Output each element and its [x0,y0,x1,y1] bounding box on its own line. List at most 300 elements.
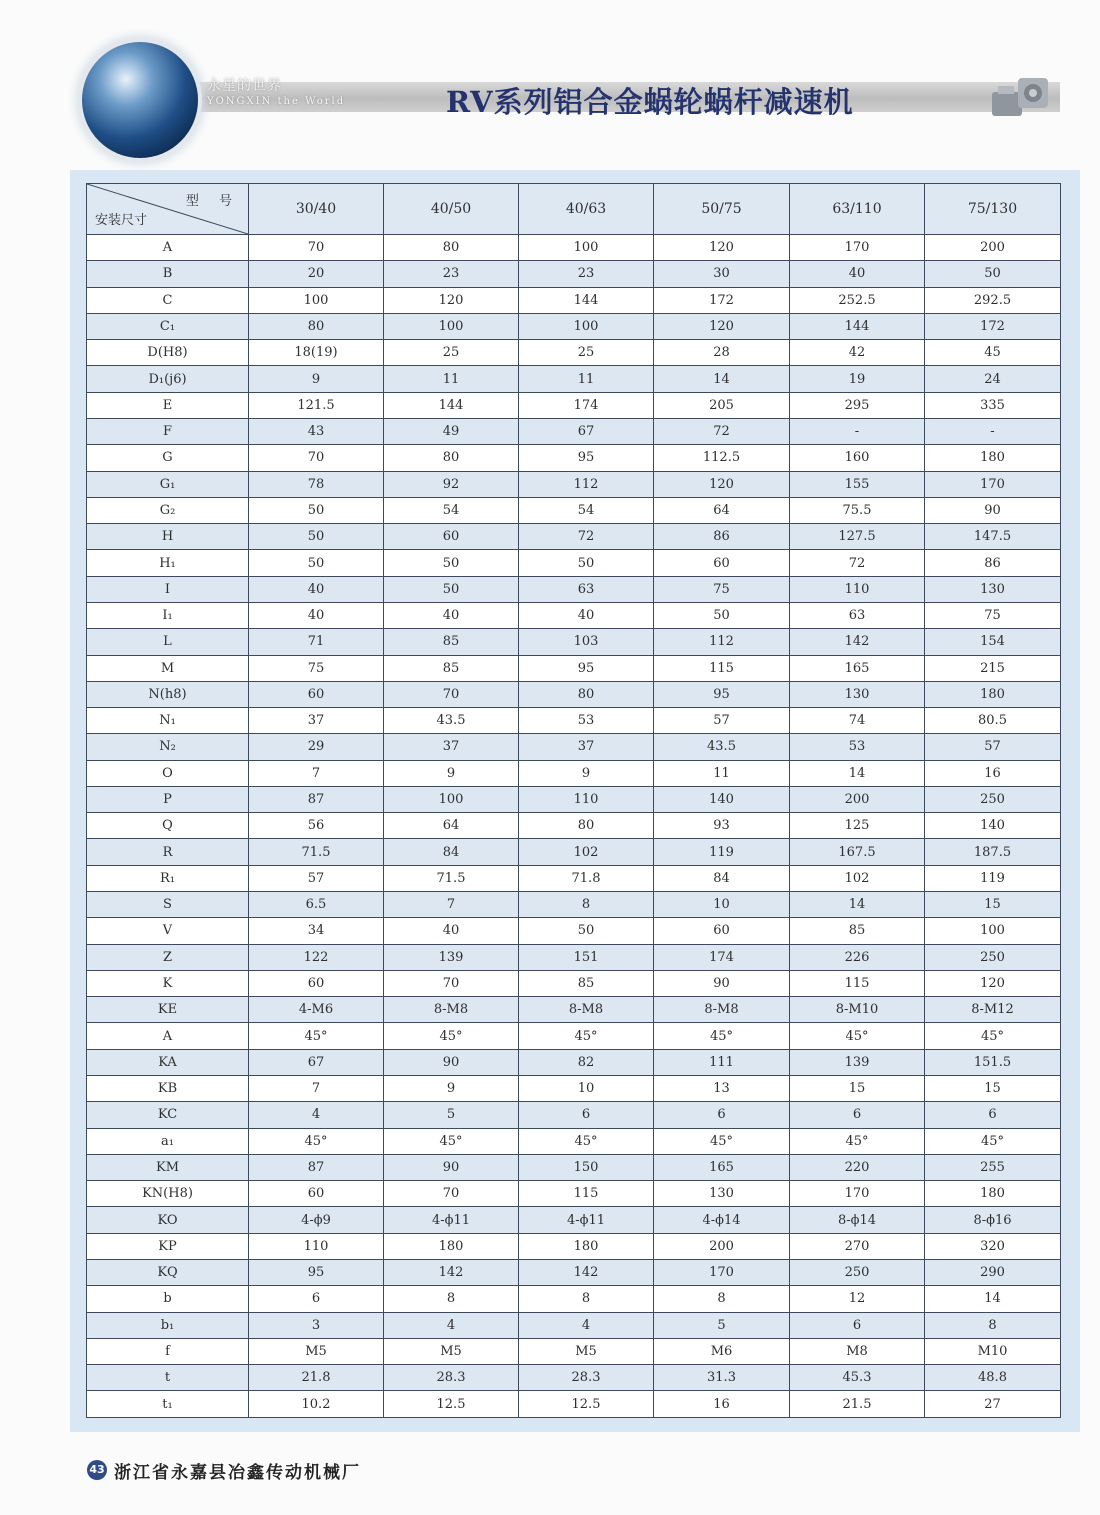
table-cell: 100 [519,313,654,339]
table-cell: 4 [249,1102,384,1128]
table-cell: 29 [249,734,384,760]
table-cell: 63 [790,602,925,628]
table-cell: 45° [249,1128,384,1154]
table-cell: 19 [790,366,925,392]
table-cell: 72 [654,418,790,444]
table-cell: 71.5 [384,865,519,891]
row-label: F [87,418,249,444]
table-row [87,997,1061,1023]
table-cell: 180 [925,1181,1061,1207]
table-cell: 6 [925,1102,1061,1128]
row-label: G₂ [87,497,249,523]
table-cell: 250 [790,1259,925,1285]
table-cell: 43.5 [384,708,519,734]
table-cell: 6 [790,1312,925,1338]
row-label: M [87,655,249,681]
table-cell: 172 [925,313,1061,339]
table-cell: 90 [654,970,790,996]
table-cell: 54 [384,497,519,523]
table-cell: 150 [519,1154,654,1180]
table-row [87,366,1061,392]
gear-motor-icon [988,70,1058,122]
table-cell: 67 [519,418,654,444]
table-cell: 8-M10 [790,997,925,1023]
table-row [87,340,1061,366]
table-cell: 86 [925,550,1061,576]
table-cell: 144 [384,392,519,418]
table-cell: 85 [519,970,654,996]
table-cell: 86 [654,524,790,550]
column-header: 40/50 [384,184,519,235]
row-label: KC [87,1102,249,1128]
table-cell: 14 [790,892,925,918]
brand-tagline [207,79,387,107]
table-cell: 226 [790,944,925,970]
table-row [87,629,1061,655]
table-cell: M6 [654,1338,790,1364]
table-row [87,602,1061,628]
table-cell: 93 [654,813,790,839]
brand-tagline-cn: 永星的世界 [207,78,282,94]
table-cell: 290 [925,1259,1061,1285]
row-label: N₁ [87,708,249,734]
table-cell: 75 [925,602,1061,628]
table-cell: 100 [384,786,519,812]
row-label: V [87,918,249,944]
table-cell: 142 [384,1259,519,1285]
table-cell: 25 [384,340,519,366]
table-row [87,1338,1061,1364]
table-row [87,1365,1061,1391]
table-row [87,1207,1061,1233]
table-cell: 130 [654,1181,790,1207]
table-cell: 34 [249,918,384,944]
table-row [87,918,1061,944]
table-cell: 6 [654,1102,790,1128]
table-cell: 15 [925,892,1061,918]
table-cell: 74 [790,708,925,734]
table-cell: 7 [384,892,519,918]
table-cell: 120 [654,235,790,261]
table-cell: 23 [519,261,654,287]
table-cell: 50 [925,261,1061,287]
table-cell: 45° [384,1128,519,1154]
table-cell: 120 [654,471,790,497]
table-cell: 42 [790,340,925,366]
table-cell: 40 [249,602,384,628]
table-cell: 144 [790,313,925,339]
table-cell: 31.3 [654,1365,790,1391]
table-cell: 170 [654,1259,790,1285]
table-row [87,839,1061,865]
table-cell: 8-M12 [925,997,1061,1023]
row-label: D(H8) [87,340,249,366]
table-cell: 8-ϕ14 [790,1207,925,1233]
table-cell: 8-ϕ16 [925,1207,1061,1233]
table-cell: 49 [384,418,519,444]
table-cell: 45° [925,1128,1061,1154]
table-cell: 292.5 [925,287,1061,313]
table-cell: 320 [925,1233,1061,1259]
table-cell: 160 [790,445,925,471]
table-cell: 167.5 [790,839,925,865]
table-cell: 71.8 [519,865,654,891]
table-cell: 60 [249,970,384,996]
table-row [87,418,1061,444]
row-label: O [87,760,249,786]
table-cell: 100 [925,918,1061,944]
row-label: Q [87,813,249,839]
table-cell: 200 [925,235,1061,261]
brand-tagline-en: YONGXIN the World [207,96,346,107]
table-cell: 50 [519,550,654,576]
table-cell: 45° [249,1023,384,1049]
row-label: C [87,287,249,313]
table-cell: 50 [384,576,519,602]
row-label: Z [87,944,249,970]
table-cell: 119 [654,839,790,865]
table-row [87,576,1061,602]
table-cell: 57 [654,708,790,734]
table-cell: 250 [925,786,1061,812]
table-cell: 127.5 [790,524,925,550]
table-cell: 45° [654,1128,790,1154]
row-label: KQ [87,1259,249,1285]
table-cell: 16 [925,760,1061,786]
table-cell: 4 [384,1312,519,1338]
table-row [87,708,1061,734]
row-label: E [87,392,249,418]
table-cell: 100 [249,287,384,313]
table-cell: 10.2 [249,1391,384,1418]
table-row [87,445,1061,471]
table-cell: 144 [519,287,654,313]
row-label: b₁ [87,1312,249,1338]
table-row [87,287,1061,313]
table-row [87,1023,1061,1049]
table-cell: 40 [519,602,654,628]
table-cell: 14 [654,366,790,392]
table-cell: 4-ϕ14 [654,1207,790,1233]
row-label: KN(H8) [87,1181,249,1207]
table-cell: 6 [519,1102,654,1128]
table-cell: 170 [925,471,1061,497]
table-cell: - [790,418,925,444]
table-cell: 10 [519,1076,654,1102]
table-cell: 3 [249,1312,384,1338]
table-row [87,655,1061,681]
table-cell: 8 [925,1312,1061,1338]
row-label: I [87,576,249,602]
table-cell: M5 [249,1338,384,1364]
table-cell: 70 [384,681,519,707]
table-cell: 85 [384,655,519,681]
table-cell: 60 [249,681,384,707]
table-cell: M10 [925,1338,1061,1364]
table-cell: 21.8 [249,1365,384,1391]
table-cell: 90 [384,1049,519,1075]
table-cell: 270 [790,1233,925,1259]
table-cell: 23 [384,261,519,287]
table-cell: 30 [654,261,790,287]
table-row [87,1154,1061,1180]
table-cell: 110 [249,1233,384,1259]
table-cell: 67 [249,1049,384,1075]
table-row [87,1286,1061,1312]
table-cell: 130 [790,681,925,707]
table-row [87,1076,1061,1102]
table-cell: 50 [384,550,519,576]
table-cell: 80 [519,681,654,707]
table-cell: 4-ϕ9 [249,1207,384,1233]
table-cell: 14 [790,760,925,786]
table-cell: 48.8 [925,1365,1061,1391]
table-cell: 20 [249,261,384,287]
table-row [87,1049,1061,1075]
row-label: KA [87,1049,249,1075]
table-cell: 174 [519,392,654,418]
table-cell: 111 [654,1049,790,1075]
table-cell: 70 [249,235,384,261]
row-label: t [87,1365,249,1391]
table-cell: 139 [790,1049,925,1075]
table-cell: 119 [925,865,1061,891]
table-row [87,261,1061,287]
table-cell: 45° [790,1128,925,1154]
table-cell: 37 [384,734,519,760]
table-cell: 71.5 [249,839,384,865]
table-cell: 6.5 [249,892,384,918]
row-label: KB [87,1076,249,1102]
table-cell: 43.5 [654,734,790,760]
table-cell: 13 [654,1076,790,1102]
column-header: 63/110 [790,184,925,235]
table-cell: 165 [654,1154,790,1180]
column-header: 50/75 [654,184,790,235]
table-cell: 72 [519,524,654,550]
table-row [87,1391,1061,1418]
table-cell: 80 [249,313,384,339]
table-cell: 12.5 [519,1391,654,1418]
table-row [87,734,1061,760]
table-cell: 45° [925,1023,1061,1049]
table-cell: 28.3 [384,1365,519,1391]
table-cell: 200 [654,1233,790,1259]
table-cell: 8-M8 [384,997,519,1023]
table-cell: 9 [519,760,654,786]
dimension-table [86,183,1061,1418]
row-label: B [87,261,249,287]
table-cell: 37 [249,708,384,734]
table-cell: 4-M6 [249,997,384,1023]
table-cell: 45° [519,1128,654,1154]
table-row [87,524,1061,550]
table-cell: 5 [654,1312,790,1338]
table-cell: 27 [925,1391,1061,1418]
row-label: t₁ [87,1391,249,1418]
table-cell: 4 [519,1312,654,1338]
table-cell: 84 [384,839,519,865]
table-cell: 10 [654,892,790,918]
table-cell: 147.5 [925,524,1061,550]
table-cell: 335 [925,392,1061,418]
row-label: C₁ [87,313,249,339]
table-row [87,1102,1061,1128]
table-cell: 75 [249,655,384,681]
table-cell: 80.5 [925,708,1061,734]
row-label: A [87,1023,249,1049]
table-cell: 14 [925,1286,1061,1312]
table-cell: 102 [790,865,925,891]
table-cell: 8-M8 [519,997,654,1023]
table-cell: 11 [519,366,654,392]
table-cell: 21.5 [790,1391,925,1418]
table-cell: 60 [384,524,519,550]
table-cell: 174 [654,944,790,970]
table-cell: 28 [654,340,790,366]
table-cell: 205 [654,392,790,418]
table-cell: 85 [790,918,925,944]
table-cell: 75 [654,576,790,602]
table-cell: 50 [654,602,790,628]
row-label: L [87,629,249,655]
table-cell: 250 [925,944,1061,970]
table-row [87,235,1061,261]
table-cell: 200 [790,786,925,812]
table-cell: 121.5 [249,392,384,418]
table-cell: 115 [519,1181,654,1207]
row-label: G₁ [87,471,249,497]
table-cell: 87 [249,1154,384,1180]
table-cell: 40 [384,602,519,628]
table-row [87,944,1061,970]
row-label: KP [87,1233,249,1259]
table-cell: 100 [384,313,519,339]
row-label: H₁ [87,550,249,576]
company-name: 浙江省永嘉县冶鑫传动机械厂 [114,1463,361,1483]
table-cell: 295 [790,392,925,418]
table-cell: 18(19) [249,340,384,366]
table-cell: 122 [249,944,384,970]
table-row [87,681,1061,707]
table-cell: 87 [249,786,384,812]
table-cell: 40 [790,261,925,287]
row-label: A [87,235,249,261]
row-label: R₁ [87,865,249,891]
page-title: RV系列铝合金蜗轮蜗杆减速机 [446,85,854,119]
table-cell: 120 [925,970,1061,996]
row-label: I₁ [87,602,249,628]
table-cell: 95 [519,655,654,681]
table-row [87,392,1061,418]
table-cell: 9 [249,366,384,392]
table-cell: 8 [384,1286,519,1312]
table-cell: 82 [519,1049,654,1075]
table-cell: 90 [384,1154,519,1180]
table-cell: 170 [790,1181,925,1207]
table-row [87,892,1061,918]
table-cell: 7 [249,760,384,786]
table-row [87,1181,1061,1207]
table-cell: 6 [790,1102,925,1128]
table-cell: 95 [654,681,790,707]
table-cell: 75.5 [790,497,925,523]
table-cell: 151 [519,944,654,970]
table-cell: 170 [790,235,925,261]
table-cell: 12 [790,1286,925,1312]
table-cell: 112 [654,629,790,655]
table-cell: 180 [925,681,1061,707]
table-cell: 142 [790,629,925,655]
row-label: KE [87,997,249,1023]
row-label: f [87,1338,249,1364]
table-cell: 155 [790,471,925,497]
table-cell: M5 [519,1338,654,1364]
table-cell: 120 [654,313,790,339]
table-cell: 43 [249,418,384,444]
table-row [87,1128,1061,1154]
table-row [87,1233,1061,1259]
table-cell: 130 [925,576,1061,602]
table-cell: 50 [249,524,384,550]
table-cell: 70 [249,445,384,471]
table-cell: 53 [790,734,925,760]
table-cell: 56 [249,813,384,839]
table-cell: 115 [654,655,790,681]
table-cell: 45° [654,1023,790,1049]
row-label: G [87,445,249,471]
table-cell: 180 [925,445,1061,471]
column-header: 75/130 [925,184,1061,235]
table-cell: 70 [384,970,519,996]
row-label: R [87,839,249,865]
table-cell: 80 [384,445,519,471]
table-cell: 110 [790,576,925,602]
row-label: N₂ [87,734,249,760]
row-label: H [87,524,249,550]
table-cell: 115 [790,970,925,996]
table-cell: 140 [925,813,1061,839]
table-cell: 53 [519,708,654,734]
table-cell: 45° [790,1023,925,1049]
table-cell: 80 [384,235,519,261]
table-cell: 60 [654,550,790,576]
table-row [87,865,1061,891]
table-cell: - [925,418,1061,444]
table-cell: 120 [384,287,519,313]
table-cell: 12.5 [384,1391,519,1418]
table-cell: 7 [249,1076,384,1102]
table-cell: 84 [654,865,790,891]
table-row [87,786,1061,812]
row-label: P [87,786,249,812]
table-row [87,471,1061,497]
table-row [87,550,1061,576]
row-label: K [87,970,249,996]
row-label: KM [87,1154,249,1180]
table-cell: 45.3 [790,1365,925,1391]
table-cell: 4-ϕ11 [384,1207,519,1233]
table-cell: 11 [384,366,519,392]
table-cell: 139 [384,944,519,970]
column-header: 30/40 [249,184,384,235]
table-cell: 180 [519,1233,654,1259]
table-cell: 142 [519,1259,654,1285]
table-cell: 70 [384,1181,519,1207]
table-cell: 24 [925,366,1061,392]
table-cell: 125 [790,813,925,839]
table-cell: 45° [384,1023,519,1049]
